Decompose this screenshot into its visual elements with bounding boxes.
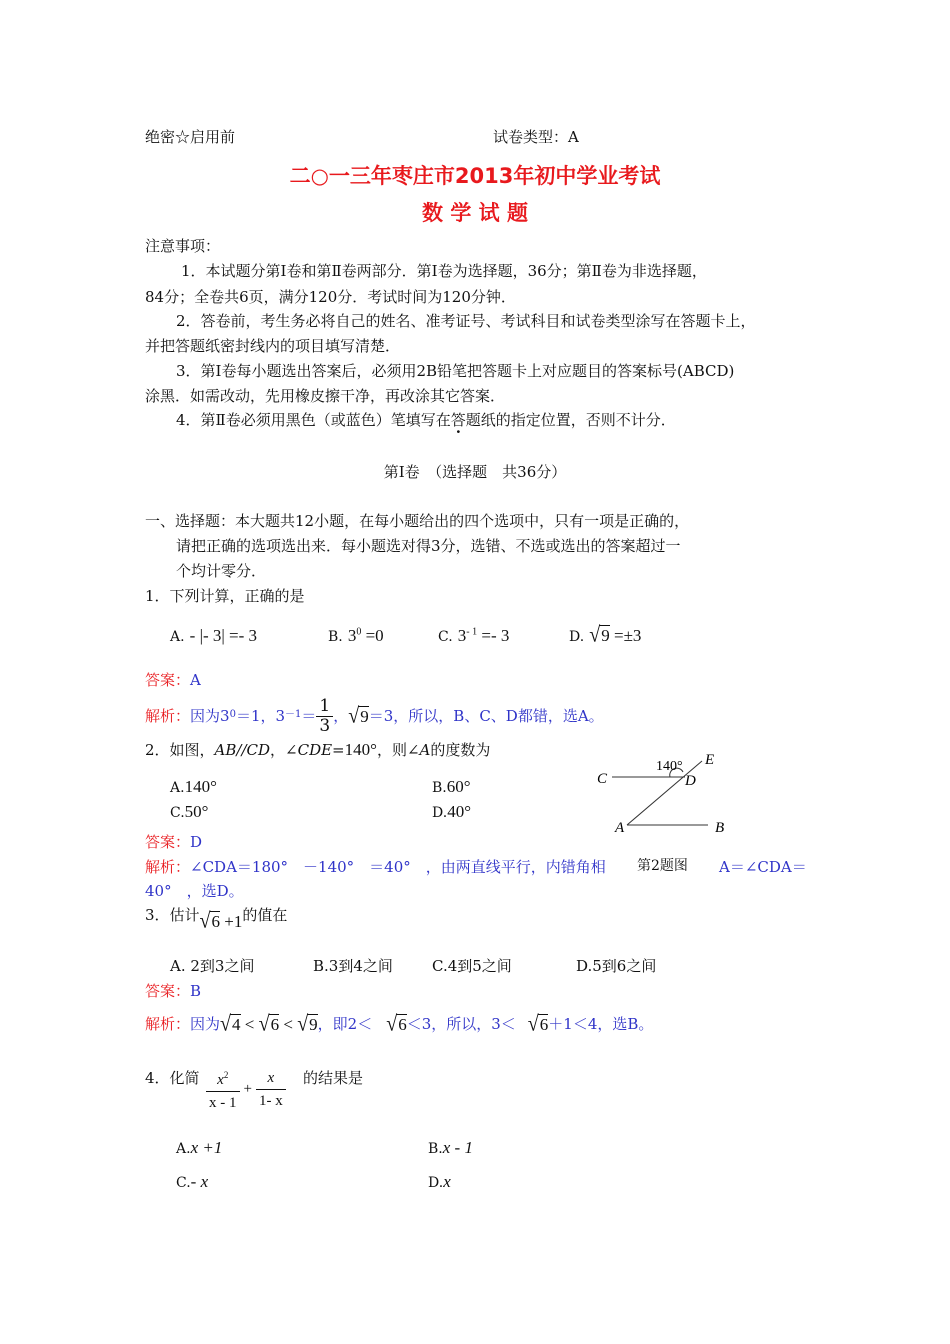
q3-stem-radicand: 6: [211, 912, 221, 931]
q1-d-label: D.: [569, 629, 585, 645]
sqrt-sign-icon: √: [199, 908, 211, 934]
sqrt-sign-icon: √: [348, 703, 360, 728]
q1-b-base: 3: [347, 626, 357, 645]
q3-answer-value: B: [190, 982, 202, 1000]
q1-analysis-fraction: [316, 697, 333, 736]
q4-stem-pre: 4．化简: [145, 1069, 200, 1087]
note-4: [176, 410, 676, 430]
q2-analysis-line-2: 40° ，选D。: [145, 882, 244, 900]
fraction-numerator: 1: [316, 697, 333, 717]
q3-option-b: B.3到4之间: [313, 957, 393, 975]
q4-plus: +: [243, 1080, 252, 1097]
q1-analysis-text-4: ，: [333, 707, 349, 725]
q1-c-label: C.: [438, 629, 453, 645]
section-1-line-3: 个均计零分．: [176, 562, 267, 580]
q2-option-b: [432, 777, 471, 797]
sqrt-sign-icon: √: [297, 1011, 309, 1036]
q4-f1-exponent: 2: [223, 1070, 229, 1080]
q3-analysis-radicand-2: 6: [270, 1014, 280, 1034]
q4-b-label: B.: [428, 1141, 443, 1157]
q4-d-value: x: [443, 1172, 451, 1191]
q4-c-value: - x: [190, 1172, 209, 1191]
notes-heading: 注意事项：: [145, 237, 221, 255]
q1-b-rest: =0: [361, 626, 384, 645]
q1-d-radicand: 9: [601, 626, 610, 645]
sqrt-sign-icon: √: [386, 1011, 398, 1036]
q4-d-label: D.: [428, 1175, 444, 1191]
q1-answer-value: A: [190, 671, 201, 689]
q3-stem: [145, 905, 287, 945]
q2-stem-ab: AB//CD: [214, 741, 271, 759]
q2-answer-label: 答案：: [145, 833, 191, 851]
q3-analysis-radicand-5: 6: [539, 1014, 549, 1034]
q2-figure: [590, 748, 740, 843]
q1-option-b: [328, 626, 384, 646]
note-2-line-2: 并把答题纸密封线内的项目填写清楚．: [145, 337, 401, 355]
q1-analysis-text-1: 因为3: [190, 707, 230, 725]
q2-stem-a: A: [419, 741, 431, 759]
note-1-line-1: 1．本试题分第Ⅰ卷和第Ⅱ卷两部分．第Ⅰ卷为选择题，36分；第Ⅱ卷为非选择题，: [181, 262, 707, 280]
q1-analysis-radicand: 9: [360, 706, 369, 726]
q1-c-rest: =- 3: [477, 626, 510, 645]
q2-stem-mid: ，∠: [270, 741, 298, 759]
q4-fraction-1: [206, 1064, 240, 1114]
q3-analysis: [145, 1008, 653, 1040]
q4-f1-numerator: x: [217, 1072, 224, 1088]
point-c-label: C: [597, 771, 608, 787]
q3-analysis-mid: ，即2＜: [317, 1015, 373, 1033]
q1-analysis-sup-1: 0: [229, 708, 236, 720]
point-a-label: A: [615, 820, 625, 836]
q4-option-d: [428, 1172, 451, 1192]
q2-option-d: [432, 802, 471, 822]
q2-a-label: A.: [170, 780, 185, 796]
q3-answer: [145, 981, 201, 1001]
note-4-post: 的指定位置，否则不计分．: [495, 411, 676, 429]
paper-type: 试卷类型：A: [493, 128, 579, 146]
section-1-line-1: 一、选择题：本大题共12小题，在每小题给出的四个选项中，只有一项是正确的，: [145, 512, 690, 530]
q2-analysis-text-b: A＝∠CDA＝: [719, 858, 807, 876]
sqrt-sign-icon: √: [589, 622, 601, 648]
note-3-line-1: 3．第Ⅰ卷每小题选出答案后，必须用2B铅笔把答题卡上对应题目的答案标号(ABCD): [176, 362, 735, 380]
q1-option-a: [170, 626, 257, 646]
q4-b-value: x - 1: [442, 1138, 473, 1157]
q1-b-exponent: 0: [356, 626, 362, 638]
q1-option-c: [438, 626, 509, 646]
q2-analysis-text-a: ∠CDA＝180° －140° ＝40° ，由两直线平行，内错角相: [190, 858, 606, 876]
q3-stem-plus: +1: [220, 912, 243, 931]
q2-stem-post: ，则∠: [376, 741, 420, 759]
q4-f2-numerator: x: [256, 1067, 286, 1090]
q2-option-a: [170, 777, 217, 797]
q3-option-d: D.5到6之间: [576, 957, 657, 975]
sqrt-sign-icon: √: [527, 1011, 539, 1036]
note-1-line-2: 84分；全卷共6页，满分120分．考试时间为120分钟．: [145, 288, 516, 306]
q2-b-label: B.: [432, 780, 447, 796]
q2-c-value: 50°: [184, 802, 209, 821]
q4-option-b: [428, 1138, 473, 1158]
q2-analysis-label: 解析：: [145, 858, 191, 876]
q2-stem-cde: CDE: [297, 741, 333, 759]
q3-analysis-pre: 因为: [190, 1015, 221, 1033]
q3-option-a: A. 2到3之间: [170, 957, 255, 975]
q1-analysis-text-2: ＝1，3: [235, 707, 286, 725]
sqrt-sign-icon: √: [258, 1011, 270, 1036]
q1-a-expr: - |- 3| =- 3: [189, 626, 258, 645]
q4-f2-denominator: 1- x: [258, 1092, 283, 1109]
q4-a-value: x +1: [190, 1138, 223, 1157]
q3-analysis-label: 解析：: [145, 1015, 191, 1033]
q2-stem-end: 的度数为: [430, 741, 491, 759]
q3-analysis-mid-2: ＜3，所以，3＜: [406, 1015, 516, 1033]
q2-c-label: C.: [170, 805, 185, 821]
q2-figure-caption: 第2题图: [629, 854, 696, 878]
q3-stem-post: 的值在: [242, 906, 288, 924]
q1-answer-label: 答案：: [145, 671, 191, 689]
q3-analysis-lt-1: <: [240, 1014, 259, 1034]
q1-answer: [145, 670, 201, 690]
q4-c-label: C.: [176, 1175, 191, 1191]
q1-c-base: 3: [457, 626, 467, 645]
q3-analysis-radicand-1: 4: [232, 1014, 241, 1034]
q1-analysis-sup-2: －1: [285, 708, 302, 720]
q4-stem-post: 的结果是: [303, 1069, 364, 1087]
note-4-emphasis: 答题纸: [450, 411, 496, 429]
fraction-denominator: 3: [319, 715, 331, 736]
q2-d-value: 40°: [447, 802, 471, 821]
note-4-pre: 4．第Ⅱ卷必须用黑色（或蓝色）笔填写在: [176, 411, 451, 429]
sqrt-sign-icon: √: [220, 1011, 232, 1036]
q2-stem: [145, 740, 490, 760]
q2-answer-value: D: [190, 833, 203, 851]
q1-c-exponent: - 1: [466, 626, 478, 638]
q1-analysis: [145, 695, 604, 737]
q1-b-label: B.: [328, 629, 343, 645]
q3-analysis-radicand-3: 9: [309, 1014, 318, 1034]
q2-analysis-line-1: [145, 857, 606, 877]
q3-analysis-radicand-4: 6: [398, 1014, 407, 1034]
point-b-label: B: [715, 820, 725, 836]
q1-d-rest: =±3: [609, 626, 642, 645]
q1-stem: 1．下列计算，正确的是: [145, 587, 305, 605]
q2-stem-pre: 2．如图，: [145, 741, 215, 759]
note-3-line-2: 涂黑．如需改动，先用橡皮擦干净，再改涂其它答案．: [145, 387, 506, 405]
q4-option-a: [176, 1138, 222, 1158]
q1-option-d: [569, 624, 641, 647]
q1-a-label: A.: [170, 629, 185, 645]
part-1-heading: 第Ⅰ卷 （选择题 共36分）: [383, 463, 567, 481]
section-1-line-2: 请把正确的选项选出来．每小题选对得3分，选错、不选或选出的答案超过一: [176, 537, 681, 555]
note-2-line-1: 2．答卷前，考生务必将自己的姓名、准考证号、考试科目和试卷类型涂写在答题卡上，: [176, 312, 756, 330]
q1-analysis-text-3: ＝: [301, 707, 317, 725]
q4-a-label: A.: [176, 1141, 191, 1157]
q3-analysis-end: ＋1＜4，选B。: [548, 1015, 654, 1033]
point-e-label: E: [705, 752, 715, 768]
q2-stem-eq: =: [332, 741, 345, 759]
q2-d-label: D.: [432, 805, 448, 821]
q3-option-c: C.4到5之间: [432, 957, 512, 975]
q2-answer: [145, 832, 202, 852]
q2-option-c: [170, 802, 208, 822]
q2-stem-value: 140°: [344, 740, 377, 759]
q3-stem-pre: 3．估计: [145, 906, 200, 924]
q3-analysis-lt-2: <: [279, 1014, 298, 1034]
point-d-label: D: [685, 773, 696, 789]
q1-analysis-label: 解析：: [145, 707, 191, 725]
q1-analysis-text-5: ＝3，所以，B、C、D都错，选A。: [368, 707, 604, 725]
exam-subtitle: 数 学 试 题: [422, 201, 528, 225]
q4-expression: [206, 1064, 286, 1114]
q3-answer-label: 答案：: [145, 982, 191, 1000]
q2-b-value: 60°: [446, 777, 471, 796]
secret-label: 绝密☆启用前: [145, 128, 236, 146]
q4-option-c: [176, 1172, 208, 1192]
angle-label: 140°: [656, 759, 683, 774]
q2-a-value: 140°: [184, 777, 217, 796]
q4-f1-denominator: x - 1: [209, 1095, 237, 1111]
q4-fraction-2: [256, 1067, 286, 1112]
exam-title: 二○一三年枣庄市2013年初中学业考试: [289, 164, 661, 188]
